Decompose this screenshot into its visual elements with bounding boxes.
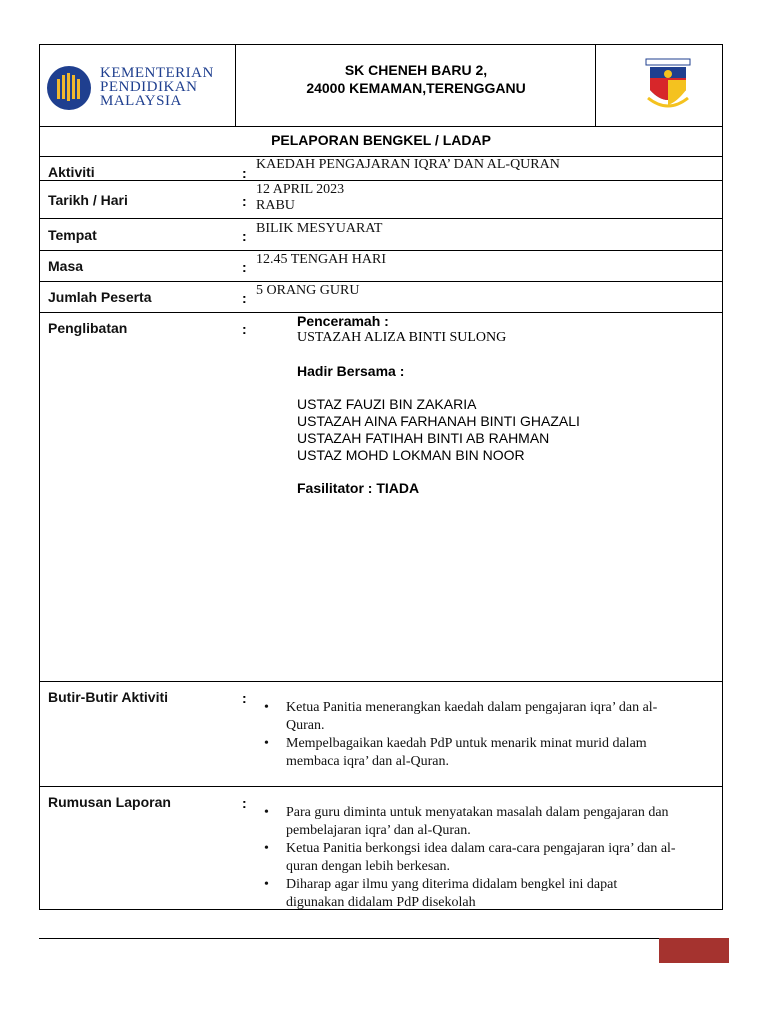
masa-colon: : [242,259,247,275]
hadir-name: USTAZAH FATIHAH BINTI AB RAHMAN [297,430,550,446]
aktiviti-label: Aktiviti [48,164,95,180]
tempat-value: BILIK MESYUARAT [256,221,383,236]
hadir-name: USTAZAH AINA FARHANAH BINTI GHAZALI [297,413,580,429]
jumlah-label: Jumlah Peserta [48,289,152,305]
tempat-colon: : [242,228,247,244]
rumusan-list [258,804,678,912]
rumusan-colon: : [242,795,247,811]
hadir-list [297,396,697,464]
school-heading [236,61,596,97]
butir-list [258,699,678,771]
tarikh-label: Tarikh / Hari [48,192,128,208]
butir-item: • Mempelbagaikan kaedah PdP untuk menarik minat murid dalam membaca iqra’ dan al-Quran. [258,735,678,771]
butir-label: Butir-Butir Aktiviti [48,689,169,705]
penglibatan-label: Penglibatan [48,320,128,336]
masa-label: Masa [48,258,84,274]
penglibatan-content [297,313,697,496]
aktiviti-colon: : [242,165,247,181]
fasilitator-text: Fasilitator : TIADA [297,480,420,496]
school-crest-icon [644,58,692,114]
ministry-emblem-icon [46,65,92,111]
report-title: PELAPORAN BENGKEL / LADAP [271,132,491,148]
rumusan-item: • Diharap agar ilmu yang diterima didalam bengkel ini dapat digunakan didalam PdP disekolah [258,876,678,912]
aktiviti-value: KAEDAH PENGAJARAN IQRA’ DAN AL-QURAN [256,157,560,172]
tarikh-date: 12 APRIL 2023 [256,182,345,197]
school-name: SK CHENEH BARU 2, [344,62,488,78]
penglibatan-colon: : [242,321,247,337]
hadir-name: USTAZ MOHD LOKMAN BIN NOOR [297,447,525,463]
rumusan-item: • Ketua Panitia berkongsi idea dalam cara-cara pengajaran iqra’ dan al-quran dengan lebih berkesan. [258,840,678,876]
report-form [39,44,723,910]
penceramah-heading: Penceramah : [297,313,389,329]
ministry-logo-line1: KEMENTERIAN [100,65,214,81]
hadir-name: USTAZ FAUZI BIN ZAKARIA [297,396,477,412]
tempat-label: Tempat [48,227,97,243]
ministry-logo-line3: MALAYSIA [100,93,182,109]
jumlah-value: 5 ORANG GURU [256,283,360,298]
tarikh-colon: : [242,193,247,209]
school-crest [644,58,692,114]
butir-item: • Ketua Panitia menerangkan kaedah dalam pengajaran iqra’ dan al-Quran. [258,699,678,735]
tarikh-day: RABU [256,198,295,213]
school-address: 24000 KEMAMAN,TERENGGANU [306,80,526,96]
jumlah-colon: : [242,290,247,306]
footer-accent-block [659,938,729,963]
rumusan-item: • Para guru diminta untuk menyatakan masalah dalam pengajaran dan pembelajaran iqra’ dan al-Quran. [258,804,678,840]
rumusan-label: Rumusan Laporan [48,794,171,810]
butir-colon: : [242,690,247,706]
footer-rule [39,938,729,939]
ministry-logo [46,65,232,113]
masa-value: 12.45 TENGAH HARI [256,252,387,267]
hadir-heading: Hadir Bersama : [297,363,405,379]
ministry-logo-line2: PENDIDIKAN [100,79,198,95]
penceramah-name: USTAZAH ALIZA BINTI SULONG [297,330,507,345]
